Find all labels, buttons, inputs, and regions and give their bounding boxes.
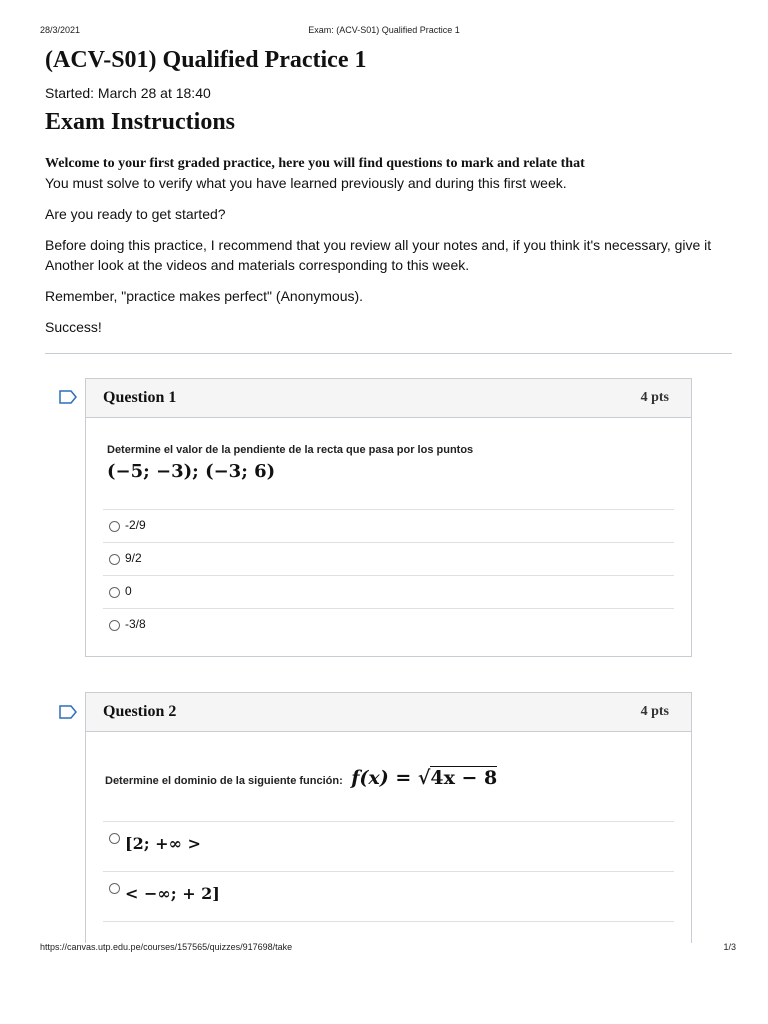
question-2-math-radicand: 4x − 8 (430, 767, 498, 789)
instructions-paragraph-5: Success! (45, 319, 102, 335)
question-2-answers (103, 821, 674, 922)
question-1-text: Determine el valor de la pendiente de la recta que pasa por los puntos (107, 444, 474, 456)
answer-option[interactable] (103, 821, 674, 871)
radio-button[interactable] (109, 883, 120, 894)
print-footer-page: 1/3 (723, 942, 736, 952)
answer-label: -2/9 (125, 518, 146, 532)
answer-option[interactable] (103, 871, 674, 922)
instructions-paragraph-3: Before doing this practice, I recommend that you review all your notes and, if you think it's necessary, give it Another look at the videos and materials corresponding to this week. (45, 237, 712, 273)
answer-label: 9/2 (125, 551, 142, 565)
flag-question-1-icon[interactable] (59, 390, 77, 404)
question-2-math-function: f(x) = (351, 767, 418, 789)
question-2-points: 4 pts (640, 704, 669, 719)
question-1-points: 4 pts (640, 390, 669, 405)
instructions-divider (45, 353, 732, 354)
answer-label: -3/8 (125, 617, 146, 631)
radio-button[interactable] (109, 620, 120, 631)
question-1-answers (103, 509, 674, 641)
instructions-paragraph-2: Are you ready to get started? (45, 206, 226, 222)
started-timestamp: Started: March 28 at 18:40 (45, 85, 211, 101)
question-2-text: Determine el dominio de la siguiente función: (105, 775, 343, 787)
radio-button[interactable] (109, 521, 120, 532)
question-1-math: (−5; −3); (−3; 6) (107, 461, 276, 482)
square-root-icon: √ (417, 767, 431, 789)
radio-button[interactable] (109, 587, 120, 598)
print-header-title: Exam: (ACV-S01) Qualified Practice 1 (308, 25, 460, 35)
answer-option[interactable] (103, 608, 674, 641)
question-2-prompt (105, 767, 497, 789)
answer-option[interactable] (103, 542, 674, 575)
answer-label: [2; +∞ > (125, 834, 201, 853)
question-2-title: Question 2 (103, 703, 177, 720)
instructions-paragraph-1: You must solve to verify what you have learned previously and during this first week. (45, 175, 567, 191)
radio-button[interactable] (109, 554, 120, 565)
answer-label: 0 (125, 584, 132, 598)
print-footer-url: https://canvas.utp.edu.pe/courses/157565/quizzes/917698/take (40, 942, 293, 952)
question-2-header (86, 693, 691, 732)
answer-label: < −∞; + 2] (125, 884, 220, 903)
answer-option[interactable] (103, 575, 674, 608)
question-2 (85, 692, 692, 943)
question-1 (85, 378, 692, 657)
instructions-paragraph-4: Remember, "practice makes perfect" (Anonymous). (45, 288, 364, 304)
instructions-welcome: Welcome to your first graded practice, here you will find questions to mark and relate that (45, 156, 585, 171)
print-header-date: 28/3/2021 (40, 25, 81, 35)
question-1-title: Question 1 (103, 389, 177, 406)
flag-question-2-icon[interactable] (59, 705, 77, 719)
question-1-header (86, 379, 691, 418)
quiz-content (45, 45, 735, 348)
answer-option[interactable] (103, 509, 674, 542)
instructions-heading: Exam Instructions (45, 109, 236, 135)
radio-button[interactable] (109, 833, 120, 844)
quiz-title: (ACV-S01) Qualified Practice 1 (45, 47, 367, 73)
